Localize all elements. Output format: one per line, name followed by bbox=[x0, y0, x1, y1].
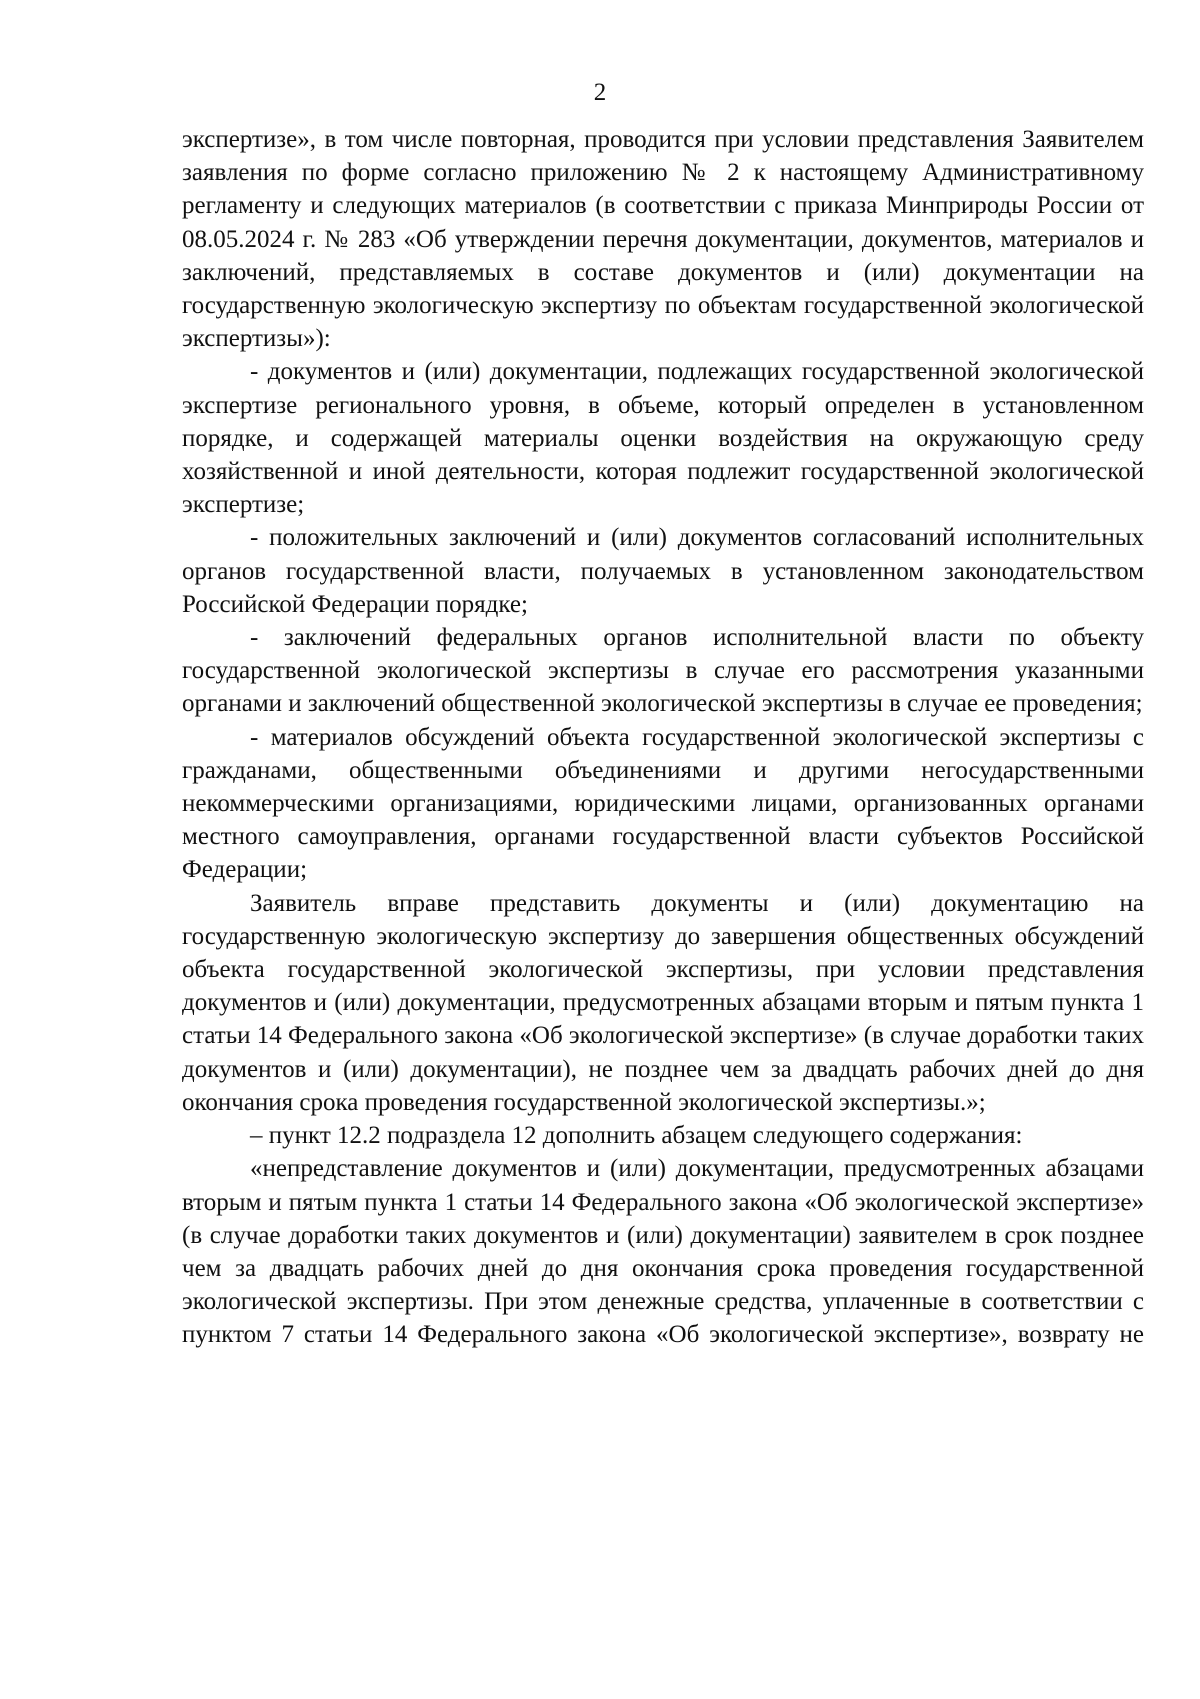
paragraph-non-submission: «непредставление документов и (или) документации, предусмотренных абзацами вторым и пятым пункта 1 статьи 14 Федерального закона «Об экологической экспертизе» (в случае доработки таких документов и (или) документации) заявителем в срок позднее чем за двадцать рабочих дней до дня окончания срока проведения государственной экологической экспертизы. При этом денежные средства, уплаченные в соответствии с пунктом 7 статьи 14 Федерального закона «Об экологической экспертизе», возврату не bbox=[182, 1155, 1144, 1349]
paragraph-applicant-right: Заявитель вправе представить документы и (или) документацию на государственную экологическую экспертизу до завершения общественных обсуждений объекта государственной экологической экспертизы, при условии представления документов и (или) документации, предусмотренных абзацами вторым и пятым пункта 1 статьи 14 Федерального закона «Об экологической экспертизе» (в случае доработки таких документов и (или) документации), не позднее чем за двадцать рабочих дней до дня окончания срока проведения государственной экологической экспертизы.»; bbox=[182, 889, 1144, 1116]
paragraph-intro: экспертизе», в том числе повторная, проводится при условии представления Заявителем заявления по форме согласно приложению № 2 к настоящему Административному регламенту и следующих материалов (в соответствии с приказа Минприроды России от 08.05.2024 г. № 283 «Об утверждении перечня документации, документов, материалов и заключений, представляемых в составе документов и (или) документации на государственную экологическую экспертизу по объектам государственной экологической экспертизы»): bbox=[182, 126, 1144, 353]
paragraph-list-item-discussions: - материалов обсуждений объекта государственной экологической экспертизы с гражданами, общественными объединениями и другими негосударственными некоммерческими организациями, юридическими лицами, организованных органами местного самоуправления, органами государственной власти субъектов Российской Федерации; bbox=[182, 723, 1144, 884]
body-text bbox=[182, 123, 1144, 1352]
paragraph-amendment: – пункт 12.2 подраздела 12 дополнить абзацем следующего содержания: bbox=[250, 1122, 1023, 1150]
paragraph-list-item-approvals: - положительных заключений и (или) документов согласований исполнительных органов государственной власти, получаемых в установленном законодательством Российской Федерации порядке; bbox=[182, 524, 1144, 618]
paragraph-list-item-federal-conclusions: - заключений федеральных органов исполнительной власти по объекту государственной экологической экспертизы в случае его рассмотрения указанными органами и заключений общественной экологической экспертизы в случае ее проведения; bbox=[182, 624, 1144, 718]
page-number: 2 bbox=[593, 79, 607, 106]
paragraph-list-item-documentation: - документов и (или) документации, подлежащих государственной экологической экспертизе регионального уровня, в объеме, который определен в установленном порядке, и содержащей материалы оценки воздействия на окружающую среду хозяйственной и иной деятельности, которая подлежит государственной экологической экспертизе; bbox=[182, 358, 1144, 519]
